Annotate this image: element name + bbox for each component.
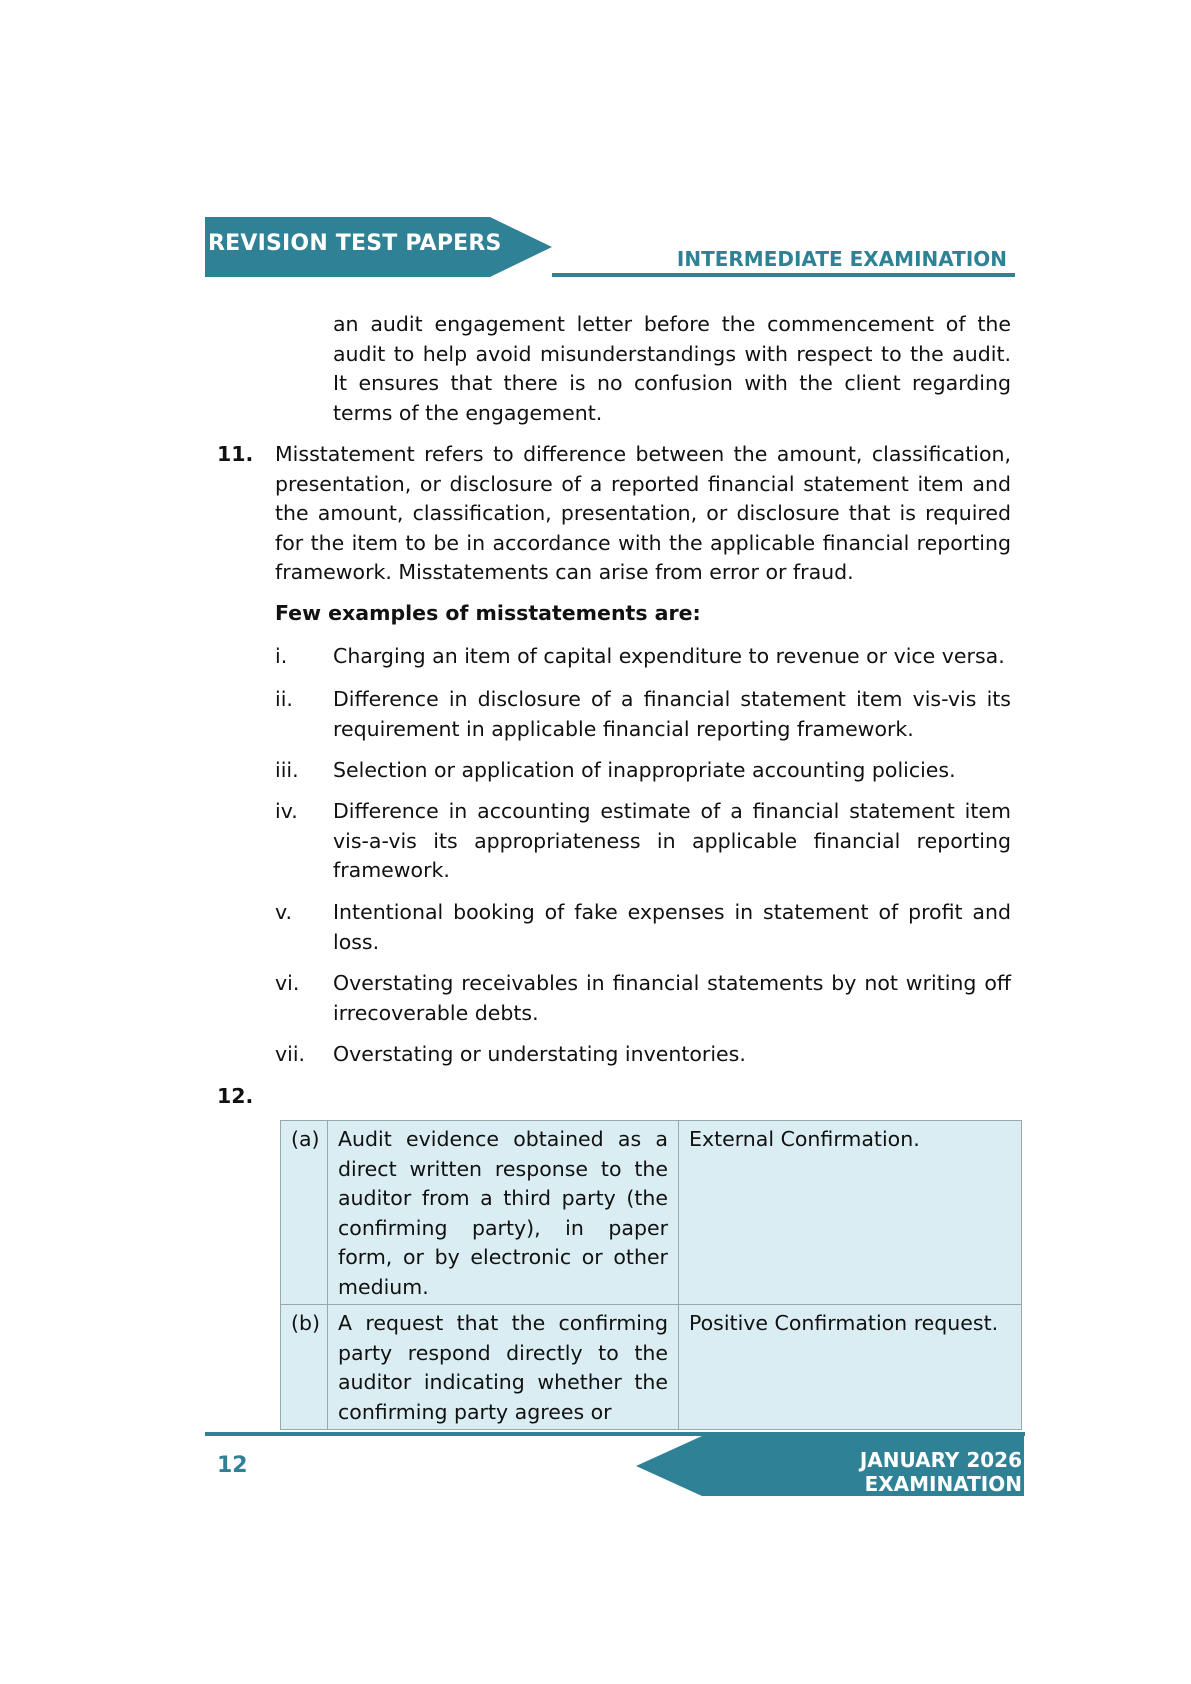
intro-paragraph: an audit engagement letter before the commencement of the audit to help avoid misunderstandings with respect to the audit. It ensures that there is no confusion with the client regarding terms of the engagement. <box>333 312 1011 425</box>
list-item-text: Charging an item of capital expenditure to revenue or vice versa. <box>333 644 1005 668</box>
confirmation-table <box>280 1120 1022 1430</box>
list-item <box>275 685 1011 744</box>
list-item-text: Difference in disclosure of a financial statement item vis-vis its requirement in applicable financial reporting framework. <box>333 687 1011 741</box>
header-rule <box>552 273 1015 277</box>
header-right-title: INTERMEDIATE EXAMINATION <box>676 247 1007 271</box>
list-item <box>275 1040 1011 1070</box>
list-item <box>275 642 1011 672</box>
list-item-text: Selection or application of inappropriate accounting policies. <box>333 758 956 782</box>
table-cell-answer: Positive Confirmation request. <box>679 1305 1022 1430</box>
list-item <box>275 898 1011 957</box>
header-left-title: REVISION TEST PAPERS <box>208 231 502 256</box>
list-item-number: v. <box>275 900 293 924</box>
list-item-number: vii. <box>275 1042 306 1066</box>
footer-arrow-shape <box>636 1436 702 1496</box>
table-cell-label: (a) <box>281 1121 328 1305</box>
list-item-text: Intentional booking of fake expenses in statement of profit and loss. <box>333 900 1011 954</box>
list-item-text: Overstating or understating inventories. <box>333 1042 746 1066</box>
table-cell-label: (b) <box>281 1305 328 1430</box>
question-11-number: 11. <box>217 442 254 466</box>
list-item-number: vi. <box>275 971 300 995</box>
list-item-text: Difference in accounting estimate of a financial statement item vis-a-vis its appropriateness in applicable financial reporting framework. <box>333 799 1011 882</box>
list-item-number: i. <box>275 644 288 668</box>
footer-exam-label: JANUARY 2026 EXAMINATION <box>859 1448 1022 1496</box>
misstatement-examples-heading: Few examples of misstatements are: <box>275 601 701 625</box>
table-cell-description: Audit evidence obtained as a direct written response to the auditor from a third party (the confirming party), in paper form, or by electronic or other medium. <box>328 1121 679 1305</box>
list-item <box>275 797 1011 886</box>
question-11-paragraph: Misstatement refers to difference between the amount, classification, presentation, or disclosure of a reported financial statement item and the amount, classification, presentation, or disclosure that is required for the item to be in accordance with the applicable financial reporting framework. Misstatements can arise from error or fraud. <box>275 442 1011 584</box>
list-item <box>275 969 1011 1028</box>
table-row <box>281 1305 1022 1430</box>
list-item-number: ii. <box>275 687 293 711</box>
question-12-number: 12. <box>217 1084 254 1108</box>
list-item-text: Overstating receivables in financial statements by not writing off irrecoverable debts. <box>333 971 1011 1025</box>
list-item <box>275 756 1011 786</box>
page-number: 12 <box>217 1453 248 1478</box>
table-cell-answer: External Confirmation. <box>679 1121 1022 1305</box>
list-item-number: iii. <box>275 758 299 782</box>
table-row <box>281 1121 1022 1305</box>
list-item-number: iv. <box>275 799 298 823</box>
table-cell-description: A request that the confirming party respond directly to the auditor indicating whether the confirming party agrees or <box>328 1305 679 1430</box>
